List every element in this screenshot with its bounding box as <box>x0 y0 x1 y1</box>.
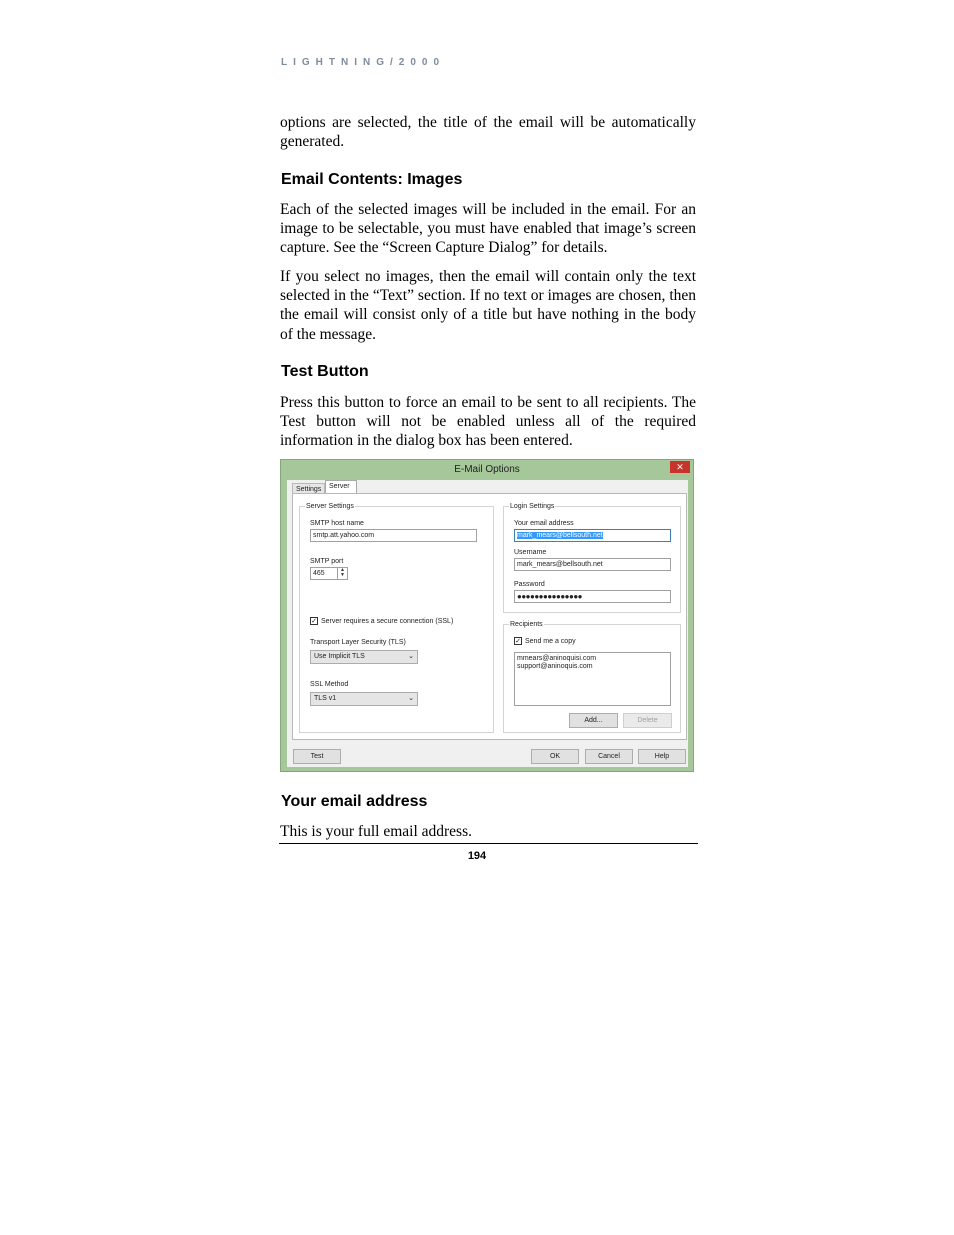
tab-server[interactable]: Server <box>325 480 357 493</box>
login-settings-label: Login Settings <box>510 503 555 510</box>
password-input[interactable]: ●●●●●●●●●●●●●●● <box>514 590 671 603</box>
close-icon[interactable]: ✕ <box>670 461 690 473</box>
paragraph-test-button: Press this button to force an email to be sent to all recipients. The Test button will not be enabled unless all of the required information in the dialog box has been entered. <box>280 394 696 450</box>
send-copy-checkbox[interactable]: ✓ <box>515 638 521 645</box>
username-input[interactable]: mark_mears@bellsouth.net <box>514 558 671 571</box>
ssl-method-select-value: TLS v1 <box>314 695 337 702</box>
ok-button[interactable]: OK <box>531 749 579 764</box>
add-recipient-button[interactable]: Add... <box>569 713 618 728</box>
smtp-host-label: SMTP host name <box>310 520 364 527</box>
recipients-group <box>503 621 681 733</box>
server-tab-panel <box>292 493 687 740</box>
tls-select-value: Use Implicit TLS <box>314 653 365 660</box>
password-label: Password <box>514 581 545 588</box>
email-address-value: mark_mears@bellsouth.net <box>517 532 603 539</box>
tls-label: Transport Layer Security (TLS) <box>310 639 406 646</box>
heading-email-contents-images: Email Contents: Images <box>281 171 463 188</box>
heading-your-email-address: Your email address <box>281 793 428 810</box>
help-button[interactable]: Help <box>638 749 686 764</box>
login-settings-group <box>503 503 681 613</box>
running-header: LIGHTNING/2000 <box>281 57 446 68</box>
ssl-method-select[interactable] <box>310 692 418 706</box>
chevron-down-icon: ⌄ <box>408 695 414 702</box>
username-label: Username <box>514 549 547 556</box>
tls-select[interactable] <box>310 650 418 664</box>
delete-recipient-button[interactable]: Delete <box>623 713 672 728</box>
list-item[interactable]: support@aninoquis.com <box>517 663 593 670</box>
ssl-checkbox[interactable]: ✓ <box>311 618 317 625</box>
dialog-title: E-Mail Options <box>454 464 520 475</box>
test-button[interactable]: Test <box>293 749 341 764</box>
dialog-client-area <box>287 480 688 767</box>
smtp-port-label: SMTP port <box>310 558 344 565</box>
server-settings-group <box>299 503 494 733</box>
page-number: 194 <box>467 850 487 862</box>
ssl-method-label: SSL Method <box>310 681 349 688</box>
paragraph-full-email-address: This is your full email address. <box>280 823 472 840</box>
recipients-label: Recipients <box>510 621 543 628</box>
chevron-down-icon: ⌄ <box>408 653 414 660</box>
recipients-list[interactable] <box>514 652 671 706</box>
footer-rule <box>279 843 698 844</box>
cancel-button[interactable]: Cancel <box>585 749 633 764</box>
paragraph-no-images: If you select no images, then the email will contain only the text selected in the “Text” section. If no text or images are chosen, then the email will consist only of a title but have nothing in the body of the message. <box>280 268 696 343</box>
server-settings-label: Server Settings <box>306 503 354 510</box>
paragraph-title-generation: options are selected, the title of the email will be automatically generated. <box>280 114 696 151</box>
smtp-port-stepper[interactable] <box>310 567 348 580</box>
email-address-label: Your email address <box>514 520 574 527</box>
spinner-arrows-icon[interactable]: ▲ ▼ <box>337 568 347 579</box>
email-address-input[interactable] <box>514 529 671 542</box>
paragraph-selected-images: Each of the selected images will be included in the email. For an image to be selectable, you must have enabled that image’s screen capture. See the “Screen Capture Dialog” for details. <box>280 201 696 257</box>
email-options-dialog <box>280 459 694 772</box>
smtp-port-value: 465 <box>313 570 325 577</box>
heading-test-button: Test Button <box>281 363 369 380</box>
tab-settings[interactable]: Settings <box>292 483 325 494</box>
list-item[interactable]: mmears@aninoquisi.com <box>517 655 597 662</box>
ssl-checkbox-label: Server requires a secure connection (SSL) <box>321 618 454 625</box>
send-copy-label: Send me a copy <box>525 638 576 645</box>
smtp-host-input[interactable]: smtp.att.yahoo.com <box>310 529 477 542</box>
